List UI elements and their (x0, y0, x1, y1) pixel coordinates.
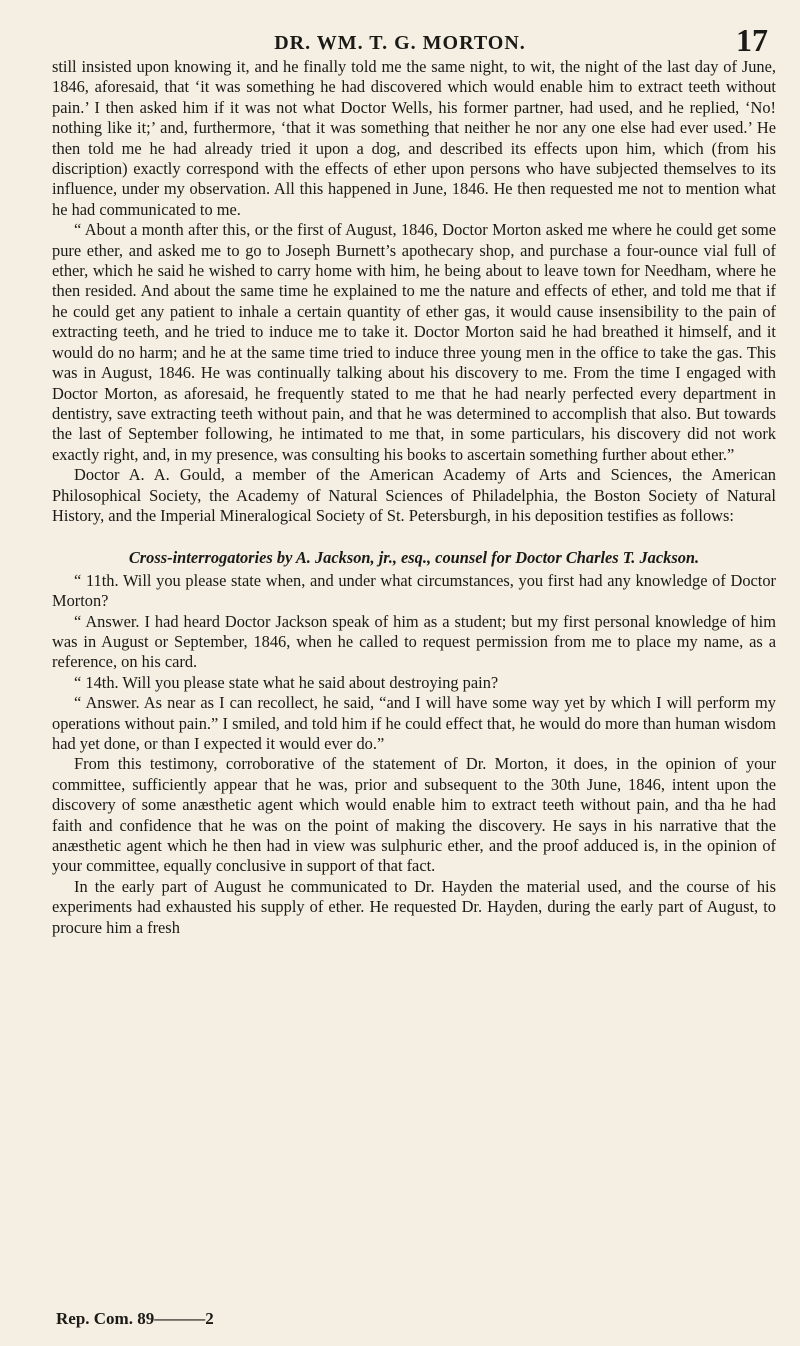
body-text (52, 57, 776, 938)
page-header (0, 18, 800, 60)
paragraph: “ About a month after this, or the first of August, 1846, Doctor Morton asked me where he could get some pure ether, and asked me to go to Joseph Burnett’s apothecary shop, and purchase a four-ounce vial full of ether, which he said he wished to carry home with him, he being about to leave town for Needham, where he then resided. And about the same time he explained to me the nature and effects of ether, and told me that if he could get any patient to inhale a certain quantity of ether gas, it would cause insensibility to the pain of extracting teeth, and he tried to induce me to take it. Doctor Morton said he had breathed it himself, and it would do no harm; and he at the same time tried to induce three young men in the office to take the gas. This was in August, 1846. He was continually talking about his discovery to me. From the time I engaged with Doctor Morton, as aforesaid, he frequently stated to me that he had nearly perfected every department in dentistry, save extracting teeth without pain, and that he was determined to accomplish that also. But towards the last of September following, he intimated to me that, in some particulars, his discovery did not work exactly right, and, in my presence, was consulting his books to ascertain something further about ether.” (52, 220, 776, 464)
testimony-question: “ 11th. Will you please state when, and under what circumstances, you first had any knowledge of Doctor Morton? (52, 570, 776, 611)
running-title: DR. WM. T. G. MORTON. (274, 32, 526, 54)
section-heading: Cross-interrogatories by A. Jackson, jr., esq., counsel for Doctor Charles T. Jackson. (128, 548, 700, 568)
paragraph: From this testimony, corroborative of the statement of Dr. Morton, it does, in the opinion of your committee, sufficiently appear that he was, prior and subsequent to the 30th June, 1846, intent upon the discovery of some anæsthetic agent which would enable him to extract teeth without pain, and tha he had faith and confidence that he was on the point of making the discovery. He says in his narrative that the anæsthetic agent which he then had in view was sulphuric ether, and the proof adduced is, in the opinion of your committee, equally conclusive in support of that fact. (52, 754, 776, 876)
paragraph: still insisted upon knowing it, and he finally told me the same night, to wit, the night of the last day of June, 1846, aforesaid, that ‘it was something he had discovered which would enable him to extract teeth without pain.’ I then asked him if it was not what Doctor Wells, his former partner, had used, and he replied, ‘No! nothing like it;’ and, furthermore, ‘that it was something that neither he nor any one else had ever used.’ He then told me he had already tried it upon a dog, and described its effects upon him, which (from his discription) exactly correspond with the effects of ether upon persons who have subjected themselves to its influence, under my observation. All this happened in June, 1846. He then requested me not to mention what he had communicated to me. (52, 57, 776, 219)
paragraph: Doctor A. A. Gould, a member of the American Academy of Arts and Sciences, the American Philosophical Society, the Academy of Natural Sciences of Philadelphia, the Boston Society of Natural History, and the Imperial Mineralogical Society of St. Petersburgh, in his deposition testifies as follows: (52, 465, 776, 525)
testimony-answer: “ Answer. As near as I can recollect, he said, “and I will have some way yet by which I will perform my operations without pain.” I smiled, and told him if he could effect that, he would do more than human wisdom had yet done, or than I expected it would ever do.” (52, 693, 776, 753)
signature-mark: Rep. Com. 89———2 (56, 1309, 214, 1328)
page-number: 17 (736, 22, 768, 58)
testimony-answer: “ Answer. I had heard Doctor Jackson speak of him as a student; but my first personal knowledge of him was in August or September, 1846, when he called to request permission from me to place my name, as a reference, on his card. (52, 611, 776, 672)
testimony-question: “ 14th. Will you please state what he said about destroying pain? (74, 672, 499, 692)
paragraph: In the early part of August he communicated to Dr. Hayden the material used, and the course of his experiments had exhausted his supply of ether. He requested Dr. Hayden, during the early part of August, to procure him a fresh (52, 876, 776, 937)
